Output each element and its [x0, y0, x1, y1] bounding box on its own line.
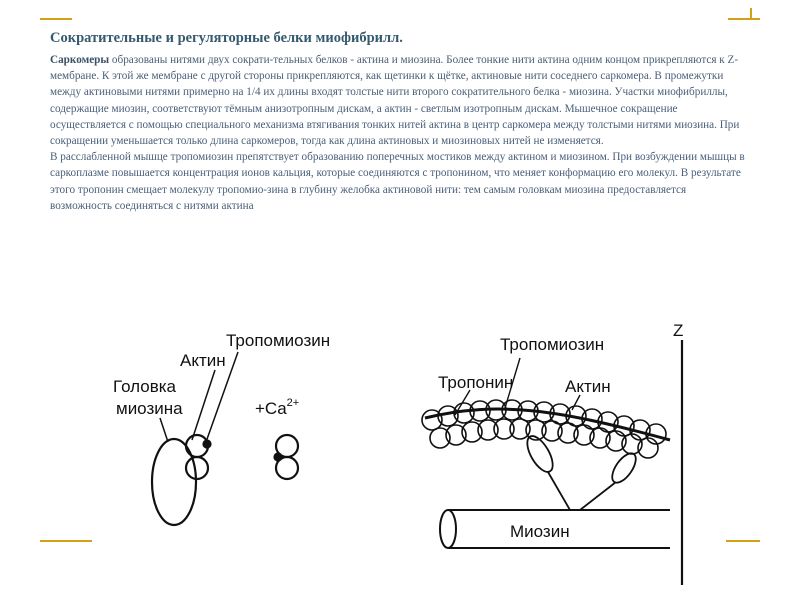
- myosin-neck-1: [548, 472, 570, 510]
- slide-title: Сократительные и регуляторные белки миофибрилл.: [50, 30, 403, 46]
- myosin-head-1: [522, 432, 558, 476]
- paragraph-regulation: В расслабленной мышце тропомиозин препятствует образованию поперечных мостиков между актином и миозином. При возбуждении мышцы в саркоплазме повышается концентрация ионов кальция, которые соединяются с тропонином, что меняет конформацию его молекул. В результате этого тропонин смещает молекулу тропомио-зина в глубину желобка актиновой нити: тем самым головкам миозина предоставляется возможность соединяться с нитями актина: [50, 151, 745, 212]
- label-troponin: Тропонин: [438, 373, 514, 392]
- tropomyosin-dot-left: [204, 441, 211, 448]
- label-myosin-head-2: миозина: [116, 399, 183, 418]
- label-tropomyosin-right: Тропомиозин: [500, 335, 605, 354]
- myosin-neck-2: [580, 482, 616, 510]
- label-z: Z: [673, 321, 684, 340]
- label-myosin: Миозин: [510, 522, 570, 541]
- paragraph-sarcomeres-text: образованы нитями двух сократи-тельных белков - актина и миозина. Более тонкие нити актина одним концом прикрепляются к Z-мембране. К этой же мембране с другой стороны прикрепляются, как щетинки к щётке, актиновые нити соседнего саркомера. В промежутки между актиновыми нитями примерно на 1/4 их длины входят толстые нити второго сократительного белка - миозина. Участки миофибриллы, содержащие миозин, соответствуют тёмным анизотропным дискам, а актин - светлым изотропным дискам. Мышечное сокращение осуществляется с помощью специального механизма втягивания тонких нитей актина в центр саркомера между толстыми нитями миозина. При сокращении уменьшается только длина саркомеров, тогда как длина актиновых и миозиновых нитей не изменяется.: [50, 54, 740, 148]
- leader-myosin-head: [160, 418, 168, 442]
- label-actin-left: Актин: [180, 351, 226, 370]
- label-actin-right: Актин: [565, 377, 611, 396]
- actin-bead-bottom: [186, 457, 208, 479]
- myosin-head-2: [608, 449, 641, 486]
- myosin-filament-end: [440, 510, 456, 548]
- label-calcium: $+Ca^{2+}$: [255, 397, 300, 418]
- leader-actin-right: [572, 395, 580, 410]
- leader-actin: [192, 370, 215, 440]
- myosin-head-shape: [152, 439, 196, 525]
- term-sarcomeres: Саркомеры: [50, 54, 110, 66]
- label-myosin-head-1: Головка: [113, 377, 177, 396]
- label-tropomyosin-left: Тропомиозин: [226, 331, 331, 350]
- tropomyosin-dot-right: [275, 454, 282, 461]
